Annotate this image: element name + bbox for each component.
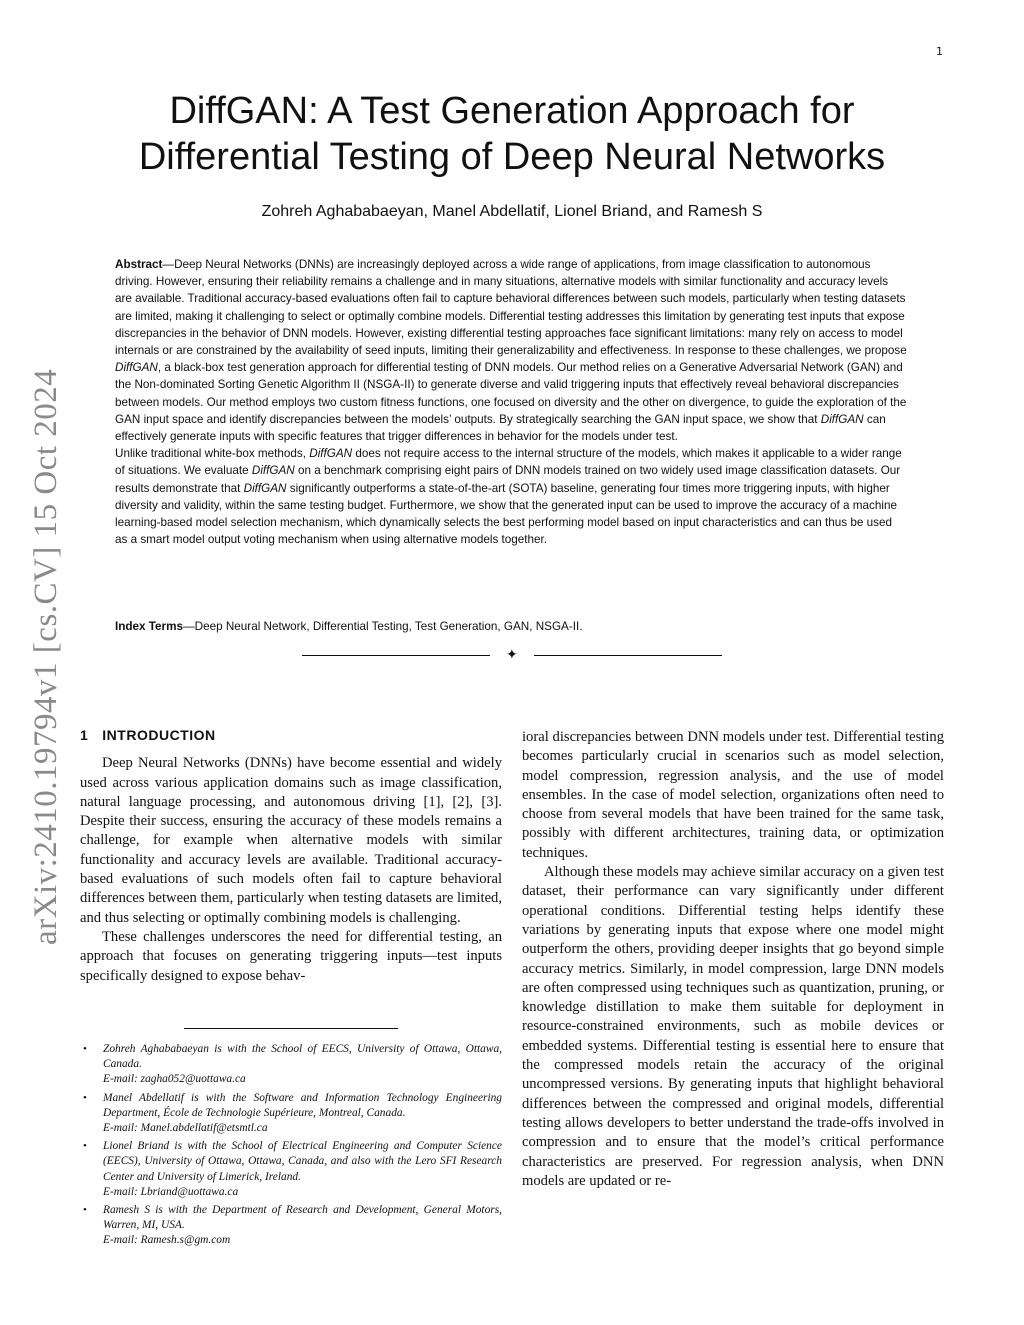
footnote-text: Lionel Briand is with the School of Electrical Engineering and Computer Science (EECS), University of Ottawa, Ottawa, Canada, and also with the Lero SFI Research Center and University of Limerick, Ireland. <box>103 1140 502 1183</box>
abstract-text: , a black-box test generation approach for differential testing of DNN models. Our method relies on a Generative Adversarial Network (GAN) and the Non-dominated Sorting Genetic Algorithm II (NSGA-II) to generate diverse and valid triggering inputs that effectively reveal behavioral discrepancies between models. Our method employs two custom fitness functions, one focused on diversity and the other on divergence, to guide the exploration of the GAN input space and identify discrepancies between the models’ outputs. By strategically searching the GAN input space, we show that <box>115 361 907 426</box>
abstract-text: can effectively generate inputs with specific features that trigger differences in behavior for the models under test. <box>115 412 886 444</box>
bullet-icon: • <box>83 1204 87 1217</box>
footnote-email: E-mail: zagha052@uottawa.ca <box>103 1073 246 1086</box>
abstract-paragraph <box>115 445 907 548</box>
method-name: DiffGAN <box>115 361 158 375</box>
footnote-text: Ramesh S is with the Department of Research and Development, General Motors, Warren, MI, USA. <box>103 1204 502 1232</box>
method-name: DiffGAN <box>251 464 295 478</box>
abstract-text: does not require access to the internal structure of the models, which makes it applicable to a wider range of situations. We evaluate <box>115 447 902 478</box>
index-terms-heading: Index Terms <box>115 620 183 633</box>
abstract-text: Unlike traditional white-box methods, <box>115 447 310 461</box>
section-title: INTRODUCTION <box>102 727 216 743</box>
body-paragraph: Although these models may achieve similar accuracy on a given test dataset, their performance can vary significantly under different operational conditions. Differential testing helps identify these variations by generating inputs that expose where one model might outperform the others, providing deeper insights that go beyond simple accuracy metrics. Similarly, in model compression, large DNN models are often compressed using techniques such as quantization, pruning, or knowledge distillation to make them suitable for deployment in resource-constrained environments, such as mobile devices or embedded systems. Differential testing is essential here to ensure that the compressed models retain the accuracy of the original uncompressed versions. By generating inputs that highlight behavioral differences between the compressed and original models, differential testing allows developers to better understand the trade-offs involved in compression and to ensure that the model’s critical performance characteristics are preserved. For regression analysis, when DNN models are updated or re- <box>522 864 944 1189</box>
body-paragraph: Deep Neural Networks (DNNs) have become essential and widely used across various application domains such as image classification, natural language processing, and autonomous driving [1], [2], [3]. Despite their success, ensuring the accuracy of these models remains a challenge, for example when alternative models with similar functionality and accuracy levels are available. Traditional accuracy-based evaluations of such models often fail to capture behavioral differences between them, particularly when testing datasets are limited, and thus selecting or optimally combining models is challenging. <box>80 755 502 926</box>
abstract-text: on a benchmark comprising eight pairs of DNN models trained on two widely used image classification datasets. Our results demonstrate that <box>115 464 901 495</box>
footnote-item <box>80 1042 502 1088</box>
author-list: Zohreh Aghababaeyan, Manel Abdellatif, Lionel Briand, and Ramesh S <box>261 203 763 220</box>
section-heading <box>80 726 502 745</box>
footnote-email: E-mail: Lbriand@uottawa.ca <box>103 1185 239 1198</box>
footnote-text: Zohreh Aghababaeyan is with the School of EECS, University of Ottawa, Ottawa, Canada. <box>103 1043 502 1071</box>
method-name: DiffGAN <box>309 447 353 461</box>
abstract-paragraph <box>115 256 907 445</box>
footnote-rule <box>184 1028 398 1029</box>
left-column <box>80 726 502 986</box>
paper-title <box>80 88 944 180</box>
section-number: 1 <box>80 727 89 743</box>
method-name: DiffGAN <box>820 412 864 426</box>
footnote-item <box>80 1203 502 1249</box>
index-terms-text: —Deep Neural Network, Differential Testing, Test Generation, GAN, NSGA-II. <box>182 620 583 633</box>
arxiv-identifier-stamp: arXiv:2410.19794v1 [cs.CV] 15 Oct 2024 <box>28 368 64 945</box>
bullet-icon: • <box>83 1043 87 1055</box>
abstract-heading: Abstract <box>115 258 163 271</box>
footnote-text: Manel Abdellatif is with the Software and Information Technology Engineering Department, École de Technologie Supérieure, Montreal, Canada. <box>103 1091 502 1119</box>
footnote-email: E-mail: Manel.abdellatif@etsmtl.ca <box>103 1122 268 1135</box>
separator-line <box>302 655 490 656</box>
body-paragraph: These challenges underscores the need for differential testing, an approach that focuses on generating triggering inputs—test inputs specifically designed to expose behav- <box>80 928 502 984</box>
bullet-icon: • <box>83 1091 87 1104</box>
footnote-email: E-mail: Ramesh.s@gm.com <box>103 1234 231 1247</box>
abstract-text: significantly outperforms a state-of-the-art (SOTA) baseline, generating four times more triggering inputs, with higher diversity and validity, within the same testing budget. Furthermore, we show that the generated input can be used to improve the accuracy of a machine learning-based model selection mechanism, which dynamically selects the best performing model based on input characteristics and can thus be used as a smart model output voting mechanism when using alternative models together. <box>115 481 897 547</box>
abstract <box>115 256 907 548</box>
method-name: DiffGAN <box>243 481 287 495</box>
index-terms <box>115 620 907 633</box>
separator-line <box>534 655 722 656</box>
footnote-item <box>80 1139 502 1200</box>
abstract-text: —Deep Neural Networks (DNNs) are increasingly deployed across a wide range of applications, from image classification to autonomous driving. However, ensuring their reliability remains a challenge and in many situations, alternative models with similar functionality and accuracy levels are available. Traditional accuracy-based evaluations often fail to capture behavioral differences between such models, particularly when testing datasets are limited, making it challenging to select or optimally combine models. Differential testing addresses this limitation by generating test inputs that expose discrepancies in the behavior of DNN models. However, existing differential testing approaches face significant limitations: many rely on access to model internals or are constrained by the availability of seed inputs, limiting their generalizability and effectiveness. In response to these challenges, we propose <box>115 258 907 358</box>
separator-star-icon: ✦ <box>506 647 518 663</box>
page-number: 1 <box>936 45 943 58</box>
body-paragraph: ioral discrepancies between DNN models under test. Differential testing becomes particularly crucial in scenarios such as model selection, model compression, regression analysis, and the use of model ensembles. In the case of model selection, organizations often need to choose from several models that have been trained for the same task, possibly with different architectures, training data, or optimization techniques. <box>522 729 944 861</box>
section-separator <box>302 646 722 666</box>
author-footnotes <box>80 1042 502 1252</box>
right-column <box>522 728 944 1191</box>
footnote-item <box>80 1091 502 1137</box>
title-line: DiffGAN: A Test Generation Approach for <box>169 90 855 132</box>
title-line: Differential Testing of Deep Neural Networks <box>138 136 886 178</box>
bullet-icon: • <box>83 1140 87 1153</box>
